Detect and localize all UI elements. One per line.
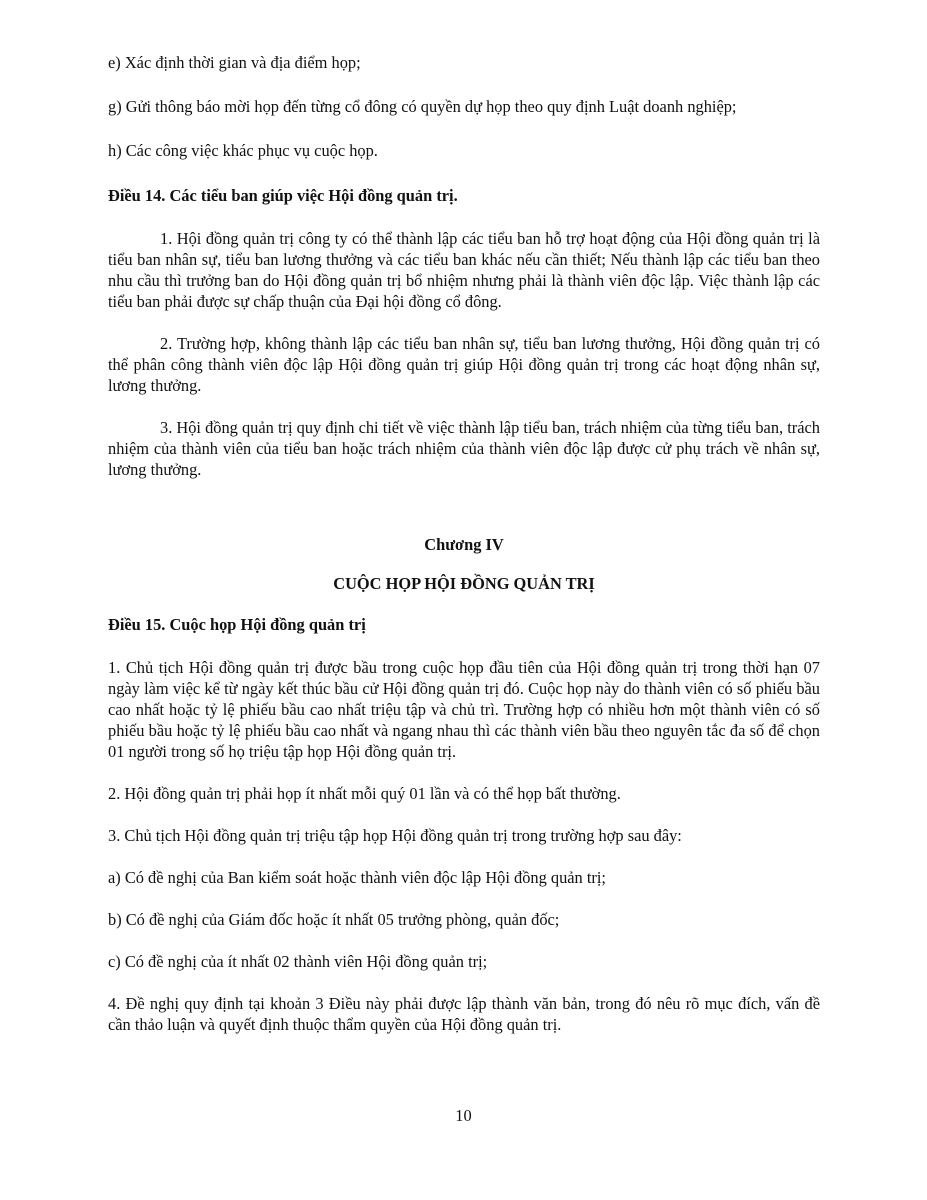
article-15-point-a: a) Có đề nghị của Ban kiểm soát hoặc thành viên độc lập Hội đồng quản trị;: [108, 868, 606, 887]
page-number: 10: [455, 1106, 472, 1125]
article-15-heading: Điều 15. Cuộc họp Hội đồng quản trị: [108, 615, 366, 634]
list-item: h) Các công việc khác phục vụ cuộc họp.: [108, 141, 378, 160]
article-15-point-b: b) Có đề nghị của Giám đốc hoặc ít nhất 05 trưởng phòng, quản đốc;: [108, 910, 560, 929]
article-15-clause-4: 4. Đề nghị quy định tại khoản 3 Điều này phải được lập thành văn bản, trong đó nêu rõ mục đích, vấn đề cần thảo luận và quyết định thuộc thẩm quyền của Hội đồng quản trị.: [108, 994, 820, 1034]
list-item: e) Xác định thời gian và địa điểm họp;: [108, 53, 361, 72]
article-15-clause-2: 2. Hội đồng quản trị phải họp ít nhất mỗi quý 01 lần và có thể họp bất thường.: [108, 784, 621, 803]
article-14-clause-2: 2. Trường hợp, không thành lập các tiểu ban nhân sự, tiểu ban lương thưởng, Hội đồng quản trị có thể phân công thành viên độc lập Hội đồng quản trị giúp Hội đồng quản trị trong các hoạt động nhân sự, lương thưởng.: [108, 334, 820, 395]
article-14-clause-1: 1. Hội đồng quản trị công ty có thể thành lập các tiểu ban hỗ trợ hoạt động của Hội đồng quản trị là tiểu ban nhân sự, tiểu ban lương thưởng và các tiểu ban khác nếu cần thiết; Nếu thành lập các tiểu ban theo nhu cầu thì trưởng ban do Hội đồng quản trị bổ nhiệm nhưng phải là thành viên độc lập. Việc thành lập các tiểu ban phải được sự chấp thuận của Đại hội đồng cổ đông.: [108, 229, 820, 311]
article-14-heading: Điều 14. Các tiểu ban giúp việc Hội đồng quản trị.: [108, 186, 458, 205]
article-14-clause-3: 3. Hội đồng quản trị quy định chi tiết về việc thành lập tiểu ban, trách nhiệm của từng tiểu ban, trách nhiệm của thành viên của tiểu ban hoặc trách nhiệm của thành viên độc lập được cử phụ trách về nhân sự, lương thưởng.: [108, 418, 820, 479]
article-15-point-c: c) Có đề nghị của ít nhất 02 thành viên Hội đồng quản trị;: [108, 952, 488, 971]
document-page: [108, 52, 820, 1056]
list-item: g) Gửi thông báo mời họp đến từng cổ đông có quyền dự họp theo quy định Luật doanh nghiệp;: [108, 97, 737, 116]
article-15-clause-1: 1. Chủ tịch Hội đồng quản trị được bầu trong cuộc họp đầu tiên của Hội đồng quản trị trong thời hạn 07 ngày làm việc kể từ ngày kết thúc bầu cử Hội đồng quản trị đó. Cuộc họp này do thành viên có số phiếu bầu cao nhất hoặc tỷ lệ phiếu bầu cao nhất triệu tập và chủ trì. Trường hợp có nhiều hơn một thành viên có số phiếu bầu hoặc tỷ lệ phiếu bầu cao nhất và ngang nhau thì các thành viên bầu theo nguyên tắc đa số để chọn 01 người trong số họ triệu tập họp Hội đồng quản trị.: [108, 658, 820, 761]
chapter-number: Chương IV: [424, 535, 504, 554]
article-15-clause-3: 3. Chủ tịch Hội đồng quản trị triệu tập họp Hội đồng quản trị trong trường hợp sau đây:: [108, 826, 682, 845]
chapter-title: CUỘC HỌP HỘI ĐỒNG QUẢN TRỊ: [333, 574, 595, 593]
